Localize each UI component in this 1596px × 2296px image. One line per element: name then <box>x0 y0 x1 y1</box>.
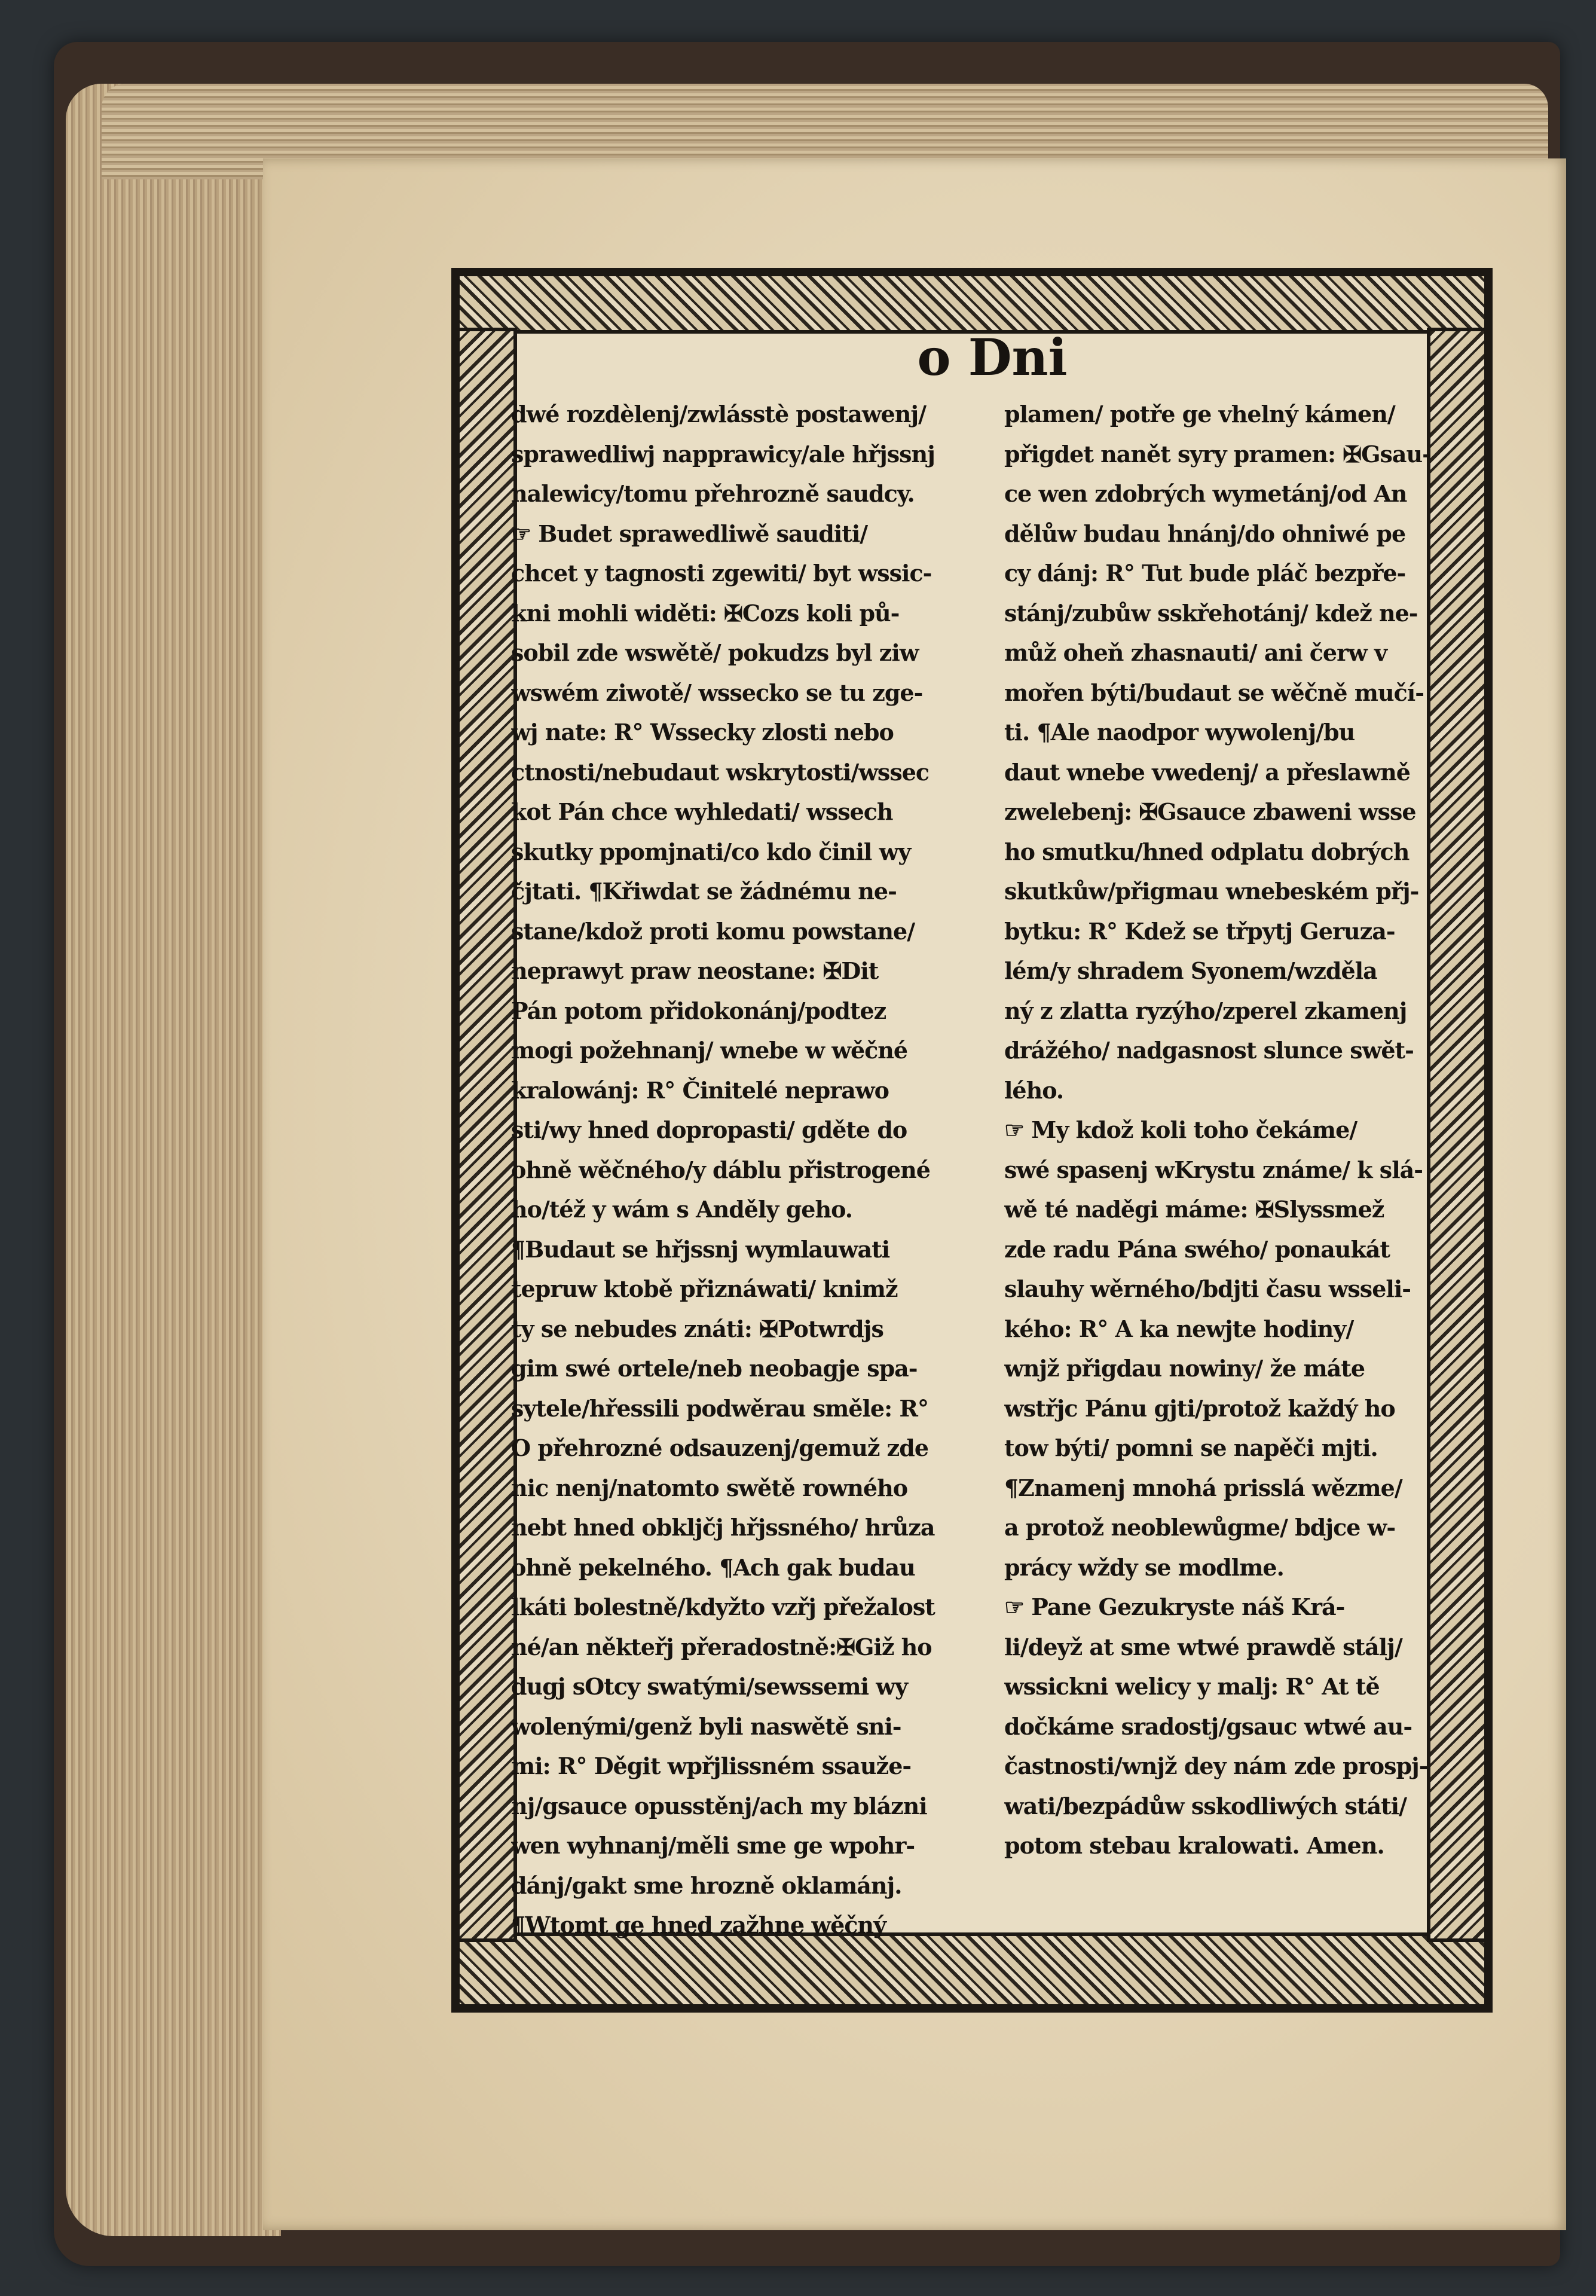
text-line: wě té naděgi máme: ✠Slyssmež <box>1004 1196 1384 1223</box>
text-line: lého. <box>1004 1076 1064 1104</box>
running-head: o Dni <box>917 328 1068 387</box>
text-line: bytku: R° Kdež se třpytj Geruza- <box>1004 917 1395 945</box>
text-line: čjtati. ¶Křiwdat se žádnému ne- <box>511 878 897 905</box>
text-line: slauhy wěrného/bdjti času wsseli- <box>1004 1275 1411 1302</box>
text-line: prácy wždy se modlme. <box>1004 1553 1284 1581</box>
text-line: ☞ Pane Gezukryste náš Krá- <box>1004 1593 1345 1620</box>
text-line: sprawedliwj napprawicy/ale hřjssnj <box>511 440 935 468</box>
text-line: li/deyž at sme wtwé prawdě stálj/ <box>1004 1633 1402 1660</box>
text-line: stánj/zubůw sskřehotánj/ kdež ne- <box>1004 599 1418 627</box>
book-fore-edge <box>66 84 281 2236</box>
text-line: wswém ziwotě/ wssecko se tu zge- <box>511 679 923 706</box>
text-line: wolenými/genž byli naswětě sni- <box>511 1712 901 1740</box>
text-line: a protož neoblewůgme/ bdjce w- <box>1004 1514 1396 1541</box>
text-line: ohně pekelného. ¶Ach gak budau <box>511 1553 915 1581</box>
text-line: mogi požehnanj/ wnebe w wěčné <box>511 1037 908 1064</box>
text-line: swé spasenj wKrystu známe/ k slá- <box>1004 1156 1423 1183</box>
text-line: wstřjc Pánu gjti/protož každý ho <box>1004 1394 1395 1422</box>
text-line: nic nenj/natomto swětě rowného <box>511 1474 908 1501</box>
text-line: častnosti/wnjž dey nám zde prospj- <box>1004 1752 1428 1779</box>
text-line: ¶Znamenj mnohá prisslá wězme/ <box>1004 1474 1402 1501</box>
text-line: gim swé ortele/neb neobagje spa- <box>511 1355 918 1382</box>
text-line: sobil zde wswětě/ pokudzs byl ziw <box>511 639 919 666</box>
text-line: potom stebau kralowati. Amen. <box>1004 1832 1384 1859</box>
text-line: zde radu Pána swého/ ponaukát <box>1004 1235 1390 1263</box>
text-line: chcet y tagnosti zgewiti/ byt wssic- <box>511 560 932 587</box>
right-column <box>1004 395 1482 1866</box>
text-line: wati/bezpádůw sskodliwých státi/ <box>1004 1792 1407 1819</box>
text-line: nalewicy/tomu přehrozně saudcy. <box>511 480 915 507</box>
text-line: dočkáme sradostj/gsauc wtwé au- <box>1004 1712 1412 1740</box>
text-line: wnjž přigdau nowiny/ že máte <box>1004 1355 1365 1382</box>
text-line: lkáti bolestně/kdyžto vzřj přežalost <box>511 1593 935 1620</box>
text-line: nebt hned obkljčj hřjssného/ hrůza <box>511 1514 935 1541</box>
text-line: drážého/ nadgasnost slunce swět- <box>1004 1037 1414 1064</box>
text-line: tow býti/ pomni se napěči mjti. <box>1004 1434 1378 1461</box>
text-line: ☞ Budet sprawedliwě sauditi/ <box>511 520 868 547</box>
text-line: mořen býti/budaut se wěčně mučí- <box>1004 679 1424 706</box>
text-line: tepruw ktobě přiznáwati/ knimž <box>511 1275 898 1302</box>
text-line: né/an někteřj přeradostně:✠Giž ho <box>511 1633 932 1660</box>
text-line: přigdet nanět syry pramen: ✠Gsau- <box>1004 440 1431 468</box>
text-line: sti/wy hned dopropasti/ gděte do <box>511 1116 907 1143</box>
text-line: ¶Budaut se hřjssnj wymlauwati <box>511 1235 890 1263</box>
text-line: wssickni welicy y malj: R° At tě <box>1004 1673 1380 1700</box>
text-line: lém/y shradem Syonem/wzděla <box>1004 957 1377 984</box>
text-line: mi: R° Děgit wpřjlissném ssauže- <box>511 1752 912 1779</box>
text-line: stane/kdož proti komu powstane/ <box>511 917 915 945</box>
text-line: wj nate: R° Wssecky zlosti nebo <box>511 719 894 746</box>
text-line: cy dánj: R° Tut bude pláč bezpře- <box>1004 560 1406 587</box>
text-line: ti. ¶Ale naodpor wywolenj/bu <box>1004 719 1355 746</box>
text-line: ho smutku/hned odplatu dobrých <box>1004 838 1410 865</box>
text-line: ný z zlatta ryzýho/zperel zkamenj <box>1004 997 1407 1024</box>
text-line: Pán potom přidokonánj/podtez <box>511 997 886 1024</box>
text-line: ☞ My kdož koli toho čekáme/ <box>1004 1116 1357 1143</box>
text-line: můž oheň zhasnauti/ ani čerw v <box>1004 639 1387 666</box>
text-line: skutkůw/přigmau wnebeském přj- <box>1004 878 1419 905</box>
text-line: ty se nebudes znáti: ✠Potwrdjs <box>511 1315 883 1342</box>
text-line: ¶Wtomt ge hned zažhne wěčný <box>511 1912 886 1938</box>
text-line: plamen/ potře ge vhelný kámen/ <box>1004 401 1395 428</box>
text-line: dugj sOtcy swatými/sewssemi wy <box>511 1673 908 1700</box>
text-line: neprawyt praw neostane: ✠Dit <box>511 957 879 984</box>
text-line: ohně wěčného/y dáblu přistrogené <box>511 1156 930 1183</box>
text-line: ce wen zdobrých wymetánj/od An <box>1004 480 1407 507</box>
text-line: kralowánj: R° Činitelé neprawo <box>511 1076 889 1104</box>
left-column <box>511 395 986 1946</box>
text-line: daut wnebe vwedenj/ a přeslawně <box>1004 758 1410 786</box>
text-line: dělůw budau hnánj/do ohniwé pe <box>1004 520 1406 547</box>
text-line: O přehrozné odsauzenj/gemuž zde <box>511 1434 928 1461</box>
text-line: kni mohli widěti: ✠Cozs koli pů- <box>511 599 900 627</box>
text-line: zwelebenj: ✠Gsauce zbaweni wsse <box>1004 798 1416 825</box>
text-line: skutky ppomjnati/co kdo činil wy <box>511 838 911 865</box>
text-line: dánj/gakt sme hrozně oklamánj. <box>511 1871 902 1899</box>
text-line: sytele/hřessili podwěrau směle: R° <box>511 1394 928 1422</box>
text-line: ho/též y wám s Anděly geho. <box>511 1196 852 1223</box>
text-line: dwé rozdèlenj/zwlásstè postawenj/ <box>511 401 926 428</box>
text-line: kého: R° A ka newjte hodiny/ <box>1004 1315 1354 1342</box>
text-line: kot Pán chce wyhledati/ wssech <box>511 798 893 825</box>
text-line: ctnosti/nebudaut wskrytosti/wssec <box>511 758 930 786</box>
text-line: wen wyhnanj/měli sme ge wpohr- <box>511 1832 915 1859</box>
text-line: nj/gsauce opusstěnj/ach my blázni <box>511 1792 927 1819</box>
